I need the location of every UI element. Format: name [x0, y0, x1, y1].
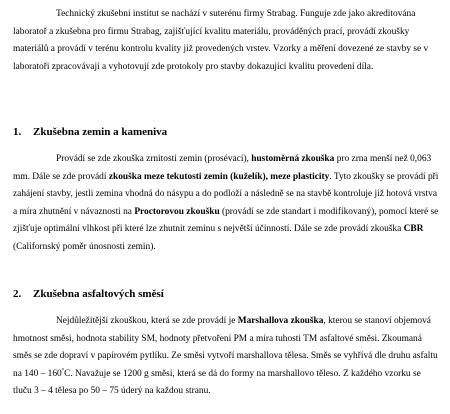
intro-text: Technický zkušební institut se nachází v suterénu firmy Strabag. Funguje zde jako akreditována laboratoř a zkušebna pro firmu Strabag, zajišťující kvalitu materiálu, prováděných prací, provádí zkoušky materiálů a provádí v terénu kontrolu kvality již provedených vrstev. Vzorky a měření dovezené ze stavby se v laboratoři zpracovávají a vyhotovují zde protokoly pro stavby dokazující kvalitu provedení díla.: [13, 9, 429, 72]
s1-bold-cbr: CBR: [403, 224, 424, 235]
section-1-heading: [13, 126, 167, 138]
s1-bold-liquid-limit: zkouška meze tekutosti zemin (kuželík), meze plasticity: [108, 171, 330, 182]
section-1-title: Zkušebna zemin a kameniva: [33, 126, 168, 138]
s1-text-6: (provádí se zde standart i modifikovaný), pomocí které se zjišťuje optimální vlhkost při které lze zhutnit zeminu s největší účinností. Dále se zde provádí zkouška: [13, 206, 439, 235]
s2-text-4: C. Navažuje se 1200 g směsi, která se dá do formy na marshallovo těleso. Z každého vzorku se tluču 3 – 4 tělesa po 50 – 75 úderý na každou stranu.: [13, 368, 421, 397]
section-1-paragraph: [13, 151, 441, 257]
s2-text-2: , kterou se stanoví objemová hmotnost směsi, hodnota stability SM, hodnoty přetvoření PM a míra tuhosti TM asfaltové směsi. Zkoumaná směs se zde dopraví v papírovém pytlíku. Ze směsi vytvoří marshallova tělesa. Směs se vyhřívá dle druhu asfaltu na 140 – 160: [13, 316, 438, 379]
s1-bold-hydrometer: hustoměrná zkouška: [251, 154, 335, 164]
section-2-title: Zkušebna asfaltových směsí: [33, 288, 164, 300]
s2-text-0: Nejdůležitější zkouškou, která se zde provádí je: [56, 316, 238, 326]
section-2-paragraph: [13, 313, 441, 401]
s1-text-4: . Tyto zkoušky se provádí při zahájení stavby, jestli zemina vhodná do násypu a do podloží a následně se na stavbě kontroluje již hotová vrstva a míra zhutnění v návaznosti na: [13, 171, 439, 217]
s1-text-2: pro zrna menší než 0,063 mm. Dále se zde provádí: [13, 154, 432, 182]
s1-text-0: Provádí se zde zkouška zrnitosti zemin (prosévací),: [56, 154, 252, 164]
s2-degree-sign: °: [61, 367, 65, 374]
s1-bold-proctor: Proctorovou zkoušku: [134, 206, 220, 217]
section-2-heading: [13, 288, 164, 300]
s2-bold-marshall: Marshallova zkouška: [237, 316, 324, 326]
section-2-number: 2.: [13, 288, 22, 300]
s1-text-8: (Californský poměr únosnosti zemin).: [13, 241, 156, 252]
section-1-number: 1.: [13, 126, 22, 138]
intro-paragraph: [13, 6, 441, 76]
